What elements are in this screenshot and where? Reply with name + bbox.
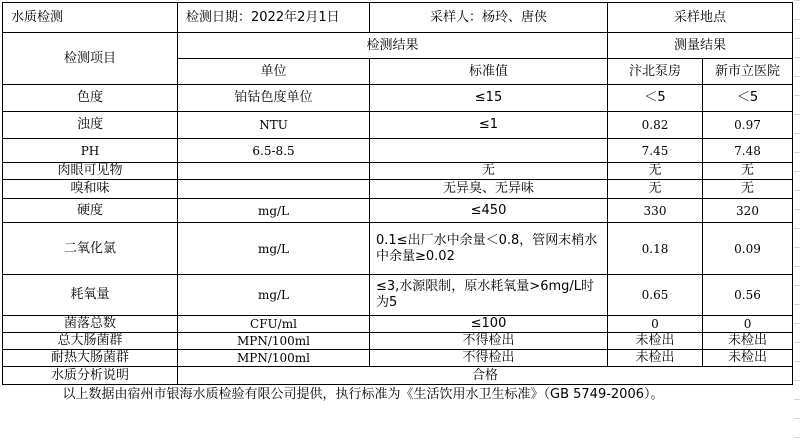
site2-cell: 7.48 <box>703 139 793 163</box>
item-cell: 二氧化氯 <box>3 223 178 275</box>
table-row <box>3 180 793 199</box>
test-date: 检测日期：2022年2月1日 <box>178 3 370 33</box>
table-row <box>3 350 793 367</box>
site1-cell: 0.65 <box>608 275 703 316</box>
site2-cell: 未检出 <box>703 350 793 367</box>
unit-cell: mg/L <box>178 275 370 316</box>
table-row <box>3 223 793 275</box>
report-title: 水质检测 <box>3 3 178 33</box>
header-row-1 <box>3 33 793 59</box>
standard-cell: 不得检出 <box>370 333 608 350</box>
table-row <box>3 199 793 223</box>
table-row <box>3 139 793 163</box>
unit-header: 单位 <box>178 59 370 85</box>
site2-cell: 320 <box>703 199 793 223</box>
standard-cell: ≤100 <box>370 316 608 333</box>
item-cell: PH <box>3 139 178 163</box>
location-header: 采样地点 <box>608 3 793 33</box>
site1-cell: 未检出 <box>608 333 703 350</box>
standard-cell: ≤15 <box>370 85 608 112</box>
site1-cell: 无 <box>608 163 703 180</box>
item-cell: 耐热大肠菌群 <box>3 350 178 367</box>
standard-cell: ≤450 <box>370 199 608 223</box>
item-cell: 硬度 <box>3 199 178 223</box>
standard-cell: 0.1≤出厂水中余量＜0.8，管网末梢水中余量≥0.02 <box>370 223 608 275</box>
site2-cell: 无 <box>703 163 793 180</box>
table-row <box>3 316 793 333</box>
standard-header: 标准值 <box>370 59 608 85</box>
measure-header: 测量结果 <box>608 33 793 59</box>
standard-cell: ≤3,水源限制，原水耗氧量>6mg/L时为5 <box>370 275 608 316</box>
site1-cell: 0.18 <box>608 223 703 275</box>
unit-cell: NTU <box>178 112 370 139</box>
footer-row <box>3 385 793 405</box>
standard-cell: ≤1 <box>370 112 608 139</box>
standard-cell: 不得检出 <box>370 350 608 367</box>
item-cell: 菌落总数 <box>3 316 178 333</box>
table-row <box>3 112 793 139</box>
item-header: 检测项目 <box>3 33 178 85</box>
site1-cell: 无 <box>608 180 703 199</box>
site2-cell: ＜5 <box>703 85 793 112</box>
table-row <box>3 333 793 350</box>
item-cell: 色度 <box>3 85 178 112</box>
item-cell: 耗氧量 <box>3 275 178 316</box>
title-row <box>3 3 793 33</box>
site2-cell: 0 <box>703 316 793 333</box>
site1-header: 汴北泵房 <box>608 59 703 85</box>
unit-cell: MPN/100ml <box>178 333 370 350</box>
analysis-label: 水质分析说明 <box>3 367 178 385</box>
standard-cell: 无 <box>370 163 608 180</box>
site2-cell: 0.09 <box>703 223 793 275</box>
analysis-value: 合格 <box>178 367 793 385</box>
site1-cell: ＜5 <box>608 85 703 112</box>
sampler: 采样人：杨玲、唐侠 <box>370 3 608 33</box>
site2-cell: 无 <box>703 180 793 199</box>
footer-note: 以上数据由宿州市银海水质检验有限公司提供，执行标准为《生活饮用水卫生标准》（GB 5749-2006）。 <box>62 386 664 402</box>
results-header: 检测结果 <box>178 33 608 59</box>
site2-cell: 0.97 <box>703 112 793 139</box>
site1-cell: 未检出 <box>608 350 703 367</box>
standard-cell <box>370 139 608 163</box>
site1-cell: 7.45 <box>608 139 703 163</box>
spreadsheet-gridline-edge <box>794 0 800 441</box>
unit-cell: CFU/ml <box>178 316 370 333</box>
table-row <box>3 163 793 180</box>
table-row <box>3 275 793 316</box>
unit-cell: mg/L <box>178 199 370 223</box>
site2-cell: 未检出 <box>703 333 793 350</box>
analysis-row <box>3 367 793 385</box>
standard-cell: 无异臭、无异味 <box>370 180 608 199</box>
item-cell: 浊度 <box>3 112 178 139</box>
table-row <box>3 85 793 112</box>
unit-cell: 铂钴色度单位 <box>178 85 370 112</box>
unit-cell <box>178 180 370 199</box>
site1-cell: 330 <box>608 199 703 223</box>
site2-cell: 0.56 <box>703 275 793 316</box>
water-quality-table <box>2 2 793 405</box>
site1-cell: 0.82 <box>608 112 703 139</box>
item-cell: 肉眼可见物 <box>3 163 178 180</box>
unit-cell: 6.5-8.5 <box>178 139 370 163</box>
item-cell: 嗅和味 <box>3 180 178 199</box>
site2-header: 新市立医院 <box>703 59 793 85</box>
unit-cell <box>178 163 370 180</box>
unit-cell: mg/L <box>178 223 370 275</box>
site1-cell: 0 <box>608 316 703 333</box>
item-cell: 总大肠菌群 <box>3 333 178 350</box>
unit-cell: MPN/100ml <box>178 350 370 367</box>
